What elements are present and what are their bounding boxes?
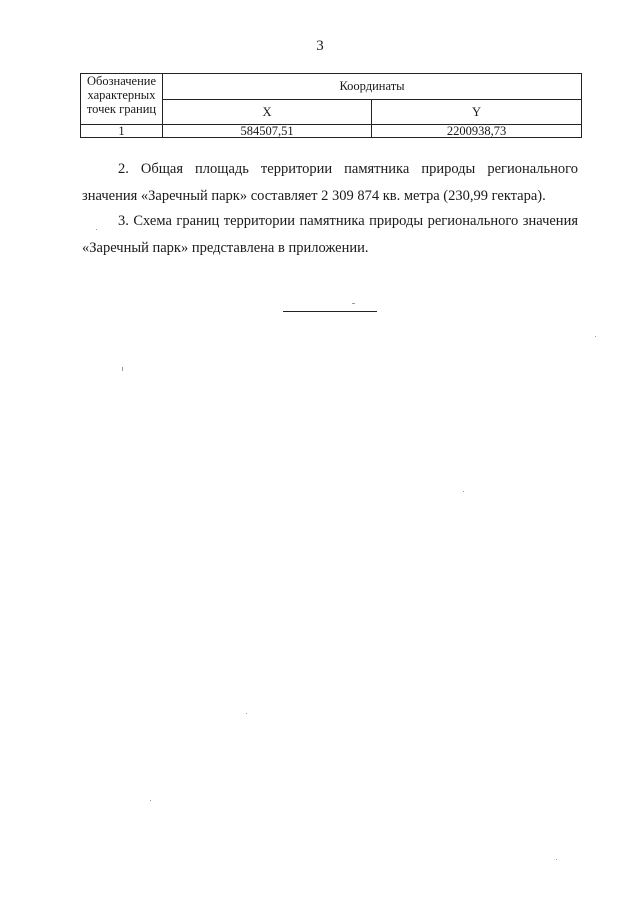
scan-speck	[463, 491, 464, 492]
paragraph-area: 2. Общая площадь территории памятника природы регионального значения «Заречный парк» составляет 2 309 874 кв. метра (230,99 гектара).	[82, 161, 578, 204]
scan-speck	[556, 859, 557, 860]
header-point-label: Обозначение характерных точек границ	[81, 74, 163, 125]
table-row	[81, 125, 582, 138]
header-y: Y	[372, 99, 582, 125]
separator-line	[283, 311, 377, 312]
scan-speck	[122, 367, 123, 371]
scan-speck	[96, 229, 97, 230]
table-header-row	[81, 74, 582, 100]
coordinates-table	[80, 73, 582, 138]
cell-y: 2200938,73	[372, 125, 582, 138]
scan-speck	[150, 800, 151, 801]
scan-speck	[595, 336, 596, 337]
scan-speck	[352, 303, 355, 304]
header-coordinates: Координаты	[163, 74, 582, 100]
header-x: X	[163, 99, 372, 125]
page-number: 3	[316, 38, 324, 54]
cell-point: 1	[81, 125, 163, 138]
paragraph-scheme: 3. Схема границ территории памятника природы регионального значения «Заречный парк» представлена в приложении.	[82, 213, 578, 256]
cell-x: 584507,51	[163, 125, 372, 138]
scan-speck	[246, 713, 247, 714]
